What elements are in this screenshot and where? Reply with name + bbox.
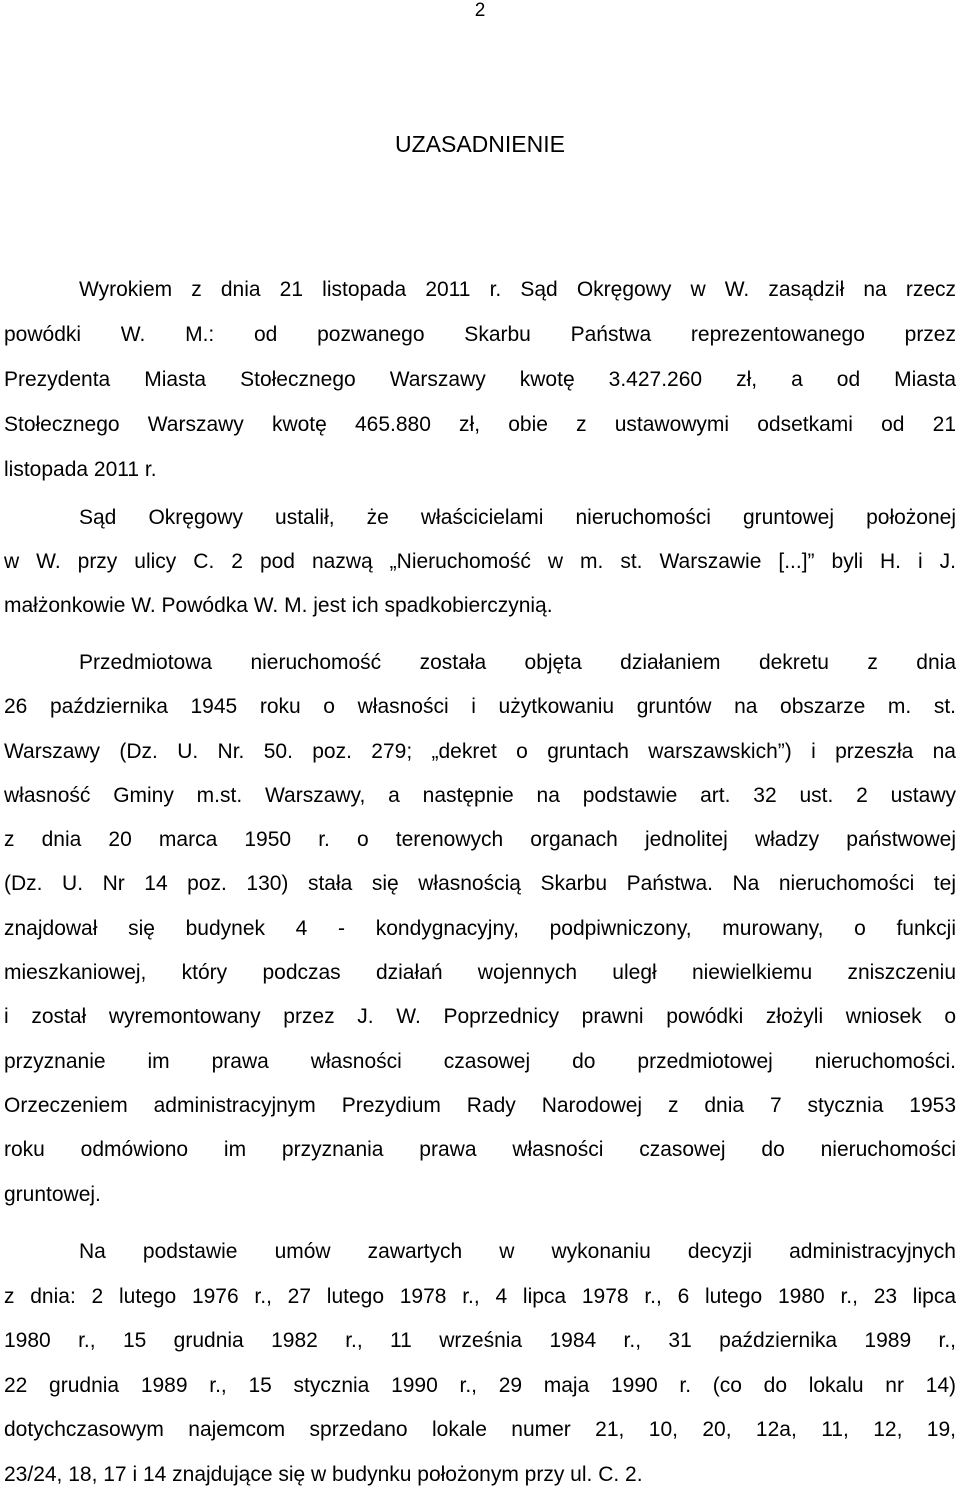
paragraph-line: 23/24, 18, 17 i 14 znajdujące się w budynku położonym przy ul. C. 2. — [4, 1462, 643, 1486]
paragraph-line: znajdował się budynek 4 - kondygnacyjny, podpiwniczony, murowany, o funkcji — [4, 916, 956, 940]
paragraph-line: 26 października 1945 roku o własności i użytkowaniu gruntów na obszarze m. st. — [4, 695, 956, 719]
paragraph-line: w W. przy ulicy C. 2 pod nazwą „Nieruchomość w m. st. Warszawie [...]” byli H. i J. — [4, 550, 956, 573]
paragraph-line: przyznanie im prawa własności czasowej do przedmiotowej nieruchomości. — [4, 1049, 956, 1073]
paragraph-line: (Dz. U. Nr 14 poz. 130) stała się własnością Skarbu Państwa. Na nieruchomości tej — [4, 872, 956, 896]
paragraph-sales — [4, 1230, 956, 1498]
paragraph-line: Orzeczeniem administracyjnym Prezydium Rady Narodowej z dnia 7 stycznia 1953 — [4, 1093, 956, 1117]
paragraph-line: małżonkowie W. Powódka W. M. jest ich spadkobierczynią. — [4, 594, 553, 617]
paragraph-findings — [4, 496, 956, 628]
paragraph-line: własność Gminy m.st. Warszawy, a następnie na podstawie art. 32 ust. 2 ustawy — [4, 783, 956, 807]
paragraph-line: listopada 2011 r. — [4, 458, 157, 481]
paragraph-line: Na podstawie umów zawartych w wykonaniu decyzji administracyjnych — [79, 1240, 956, 1263]
paragraph-line: Stołecznego Warszawy kwotę 465.880 zł, obie z ustawowymi odsetkami od 21 — [4, 413, 956, 436]
paragraph-line: gruntowej. — [4, 1182, 101, 1206]
paragraph-line: Warszawy (Dz. U. Nr. 50. poz. 279; „dekret o gruntach warszawskich”) i przeszła na — [4, 739, 956, 763]
paragraph-line: Sąd Okręgowy ustalił, że właścicielami nieruchomości gruntowej położonej — [79, 506, 956, 529]
page-number: 2 — [474, 0, 486, 21]
paragraph-line: 22 grudnia 1989 r., 15 stycznia 1990 r., 29 maja 1990 r. (co do lokalu nr 14) — [4, 1373, 956, 1397]
paragraph-line: 1980 r., 15 grudnia 1982 r., 11 września 1984 r., 31 października 1989 r., — [4, 1329, 956, 1353]
document-title: UZASADNIENIE — [395, 131, 565, 157]
paragraph-line: roku odmówiono im przyznania prawa własności czasowej do nieruchomości — [4, 1138, 956, 1162]
paragraph-decree — [4, 641, 956, 1217]
paragraph-line: Prezydenta Miasta Stołecznego Warszawy kwotę 3.427.260 zł, a od Miasta — [4, 368, 956, 391]
paragraph-line: i został wyremontowany przez J. W. Poprzednicy prawni powódki złożyli wniosek o — [4, 1005, 956, 1029]
paragraph-judgment — [4, 267, 956, 492]
paragraph-line: z dnia: 2 lutego 1976 r., 27 lutego 1978 r., 4 lipca 1978 r., 6 lutego 1980 r., 23 lipca — [4, 1284, 956, 1308]
paragraph-line: dotychczasowym najemcom sprzedano lokale numer 21, 10, 20, 12a, 11, 12, 19, — [4, 1418, 956, 1442]
paragraph-line: Wyrokiem z dnia 21 listopada 2011 r. Sąd Okręgowy w W. zasądził na rzecz — [79, 278, 956, 301]
paragraph-line: z dnia 20 marca 1950 r. o terenowych organach jednolitej władzy państwowej — [4, 828, 956, 852]
paragraph-line: mieszkaniowej, który podczas działań wojennych uległ niewielkiemu zniszczeniu — [4, 961, 956, 985]
paragraph-line: powódki W. M.: od pozwanego Skarbu Państwa reprezentowanego przez — [4, 323, 956, 346]
paragraph-line: Przedmiotowa nieruchomość została objęta działaniem dekretu z dnia — [79, 651, 956, 674]
